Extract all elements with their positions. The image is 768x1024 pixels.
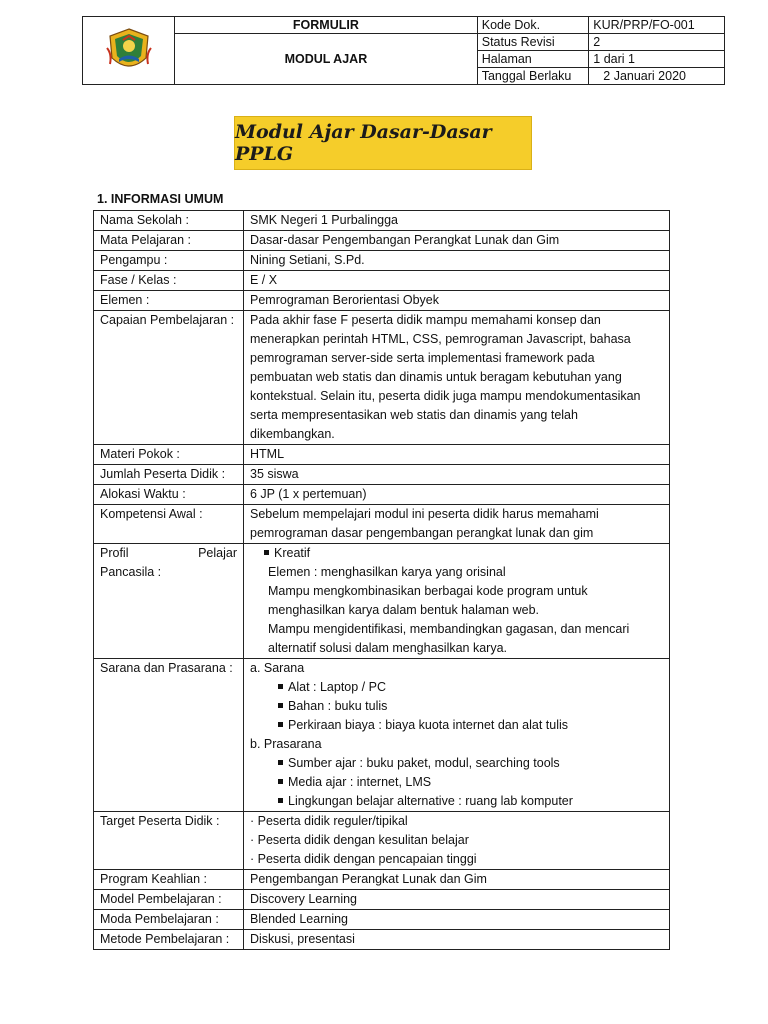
text-line: menghasilkan karya dalam bentuk halaman web.	[268, 603, 539, 617]
row-label: Sarana dan Prasarana :	[94, 659, 244, 812]
bullet-icon	[278, 760, 283, 765]
info-table	[93, 210, 670, 950]
table-row	[94, 231, 670, 251]
text-line: menerapkan perintah HTML, CSS, pemrograman Javascript, bahasa	[250, 332, 631, 346]
list-item: · Peserta didik dengan pencapaian tinggi	[250, 852, 477, 866]
text-line: kontekstual. Selain itu, peserta didik juga mampu mendokumentasikan	[250, 389, 641, 403]
text-line: pemrograman server-side serta implementasi framework pada	[250, 351, 595, 365]
logo-cell	[83, 17, 175, 85]
table-row	[94, 870, 670, 890]
row-label: Pengampu :	[94, 251, 244, 271]
text-line: Mampu mengkombinasikan berbagai kode program untuk	[268, 584, 588, 598]
header-value: 2 Januari 2020	[589, 68, 725, 85]
text-line: Sebelum mempelajari modul ini peserta didik harus memahami	[250, 507, 599, 521]
table-row	[94, 211, 670, 231]
row-label: Jumlah Peserta Didik :	[94, 465, 244, 485]
table-row	[94, 445, 670, 465]
text-line: Mampu mengidentifikasi, membandingkan gagasan, dan mencari	[268, 622, 630, 636]
list-item: · Peserta didik dengan kesulitan belajar	[250, 833, 469, 847]
text-line: pembuatan web statis dan dinamis untuk beragam kebutuhan yang	[250, 370, 622, 384]
row-value: Pemrograman Berorientasi Obyek	[244, 291, 670, 311]
row-label: Target Peserta Didik :	[94, 812, 244, 870]
bullet-icon	[278, 703, 283, 708]
row-label: Nama Sekolah :	[94, 211, 244, 231]
text-line: alternatif solusi dalam menghasilkan karya.	[268, 641, 508, 655]
table-row	[94, 659, 670, 812]
row-label: Metode Pembelajaran :	[94, 930, 244, 950]
form-label: FORMULIR	[175, 17, 478, 34]
bullet-text: Sumber ajar : buku paket, modul, searching tools	[288, 756, 560, 770]
header-value: 1 dari 1	[589, 51, 725, 68]
text-line: Elemen : menghasilkan karya yang orisinal	[268, 565, 506, 579]
row-value	[244, 544, 670, 659]
row-value: Nining Setiani, S.Pd.	[244, 251, 670, 271]
table-row	[94, 890, 670, 910]
row-value: E / X	[244, 271, 670, 291]
bullet-icon	[278, 798, 283, 803]
row-label: Materi Pokok :	[94, 445, 244, 465]
header-key: Halaman	[477, 51, 589, 68]
table-row	[94, 505, 670, 544]
row-value: Blended Learning	[244, 910, 670, 930]
label-part: Profil	[100, 546, 129, 560]
table-row	[94, 930, 670, 950]
table-row	[94, 465, 670, 485]
doc-title: MODUL AJAR	[175, 34, 478, 85]
label-part: Pelajar	[198, 546, 237, 560]
list-item: · Peserta didik reguler/tipikal	[250, 814, 408, 828]
row-value	[244, 812, 670, 870]
bullet-icon	[278, 779, 283, 784]
row-value: Pengembangan Perangkat Lunak dan Gim	[244, 870, 670, 890]
label-part: Pancasila :	[100, 565, 162, 579]
bullet-icon	[278, 722, 283, 727]
bullet-text: Lingkungan belajar alternative : ruang lab komputer	[288, 794, 573, 808]
bullet-text: Perkiraan biaya : biaya kuota internet dan alat tulis	[288, 718, 569, 732]
row-value: SMK Negeri 1 Purbalingga	[244, 211, 670, 231]
bullet-text: Alat : Laptop / PC	[288, 680, 386, 694]
form-header-table	[82, 16, 725, 85]
row-value: Dasar-dasar Pengembangan Perangkat Lunak dan Gim	[244, 231, 670, 251]
bullet-icon	[278, 684, 283, 689]
bullet-text: Kreatif	[274, 546, 311, 560]
row-value: 35 siswa	[244, 465, 670, 485]
bullet-icon	[264, 550, 269, 555]
table-row	[94, 812, 670, 870]
sub-heading: a. Sarana	[250, 661, 305, 675]
module-banner: Modul Ajar Dasar-Dasar PPLG	[234, 116, 532, 170]
text-line: pemrograman dasar pengembangan perangkat lunak dan gim	[250, 526, 594, 540]
table-row	[94, 311, 670, 445]
row-label: Elemen :	[94, 291, 244, 311]
row-value	[244, 311, 670, 445]
row-value: 6 JP (1 x pertemuan)	[244, 485, 670, 505]
header-key: Tanggal Berlaku	[477, 68, 589, 85]
row-value	[244, 659, 670, 812]
text-line: serta mempresentasikan web statis dan dinamis yang telah	[250, 408, 578, 422]
row-label: Kompetensi Awal :	[94, 505, 244, 544]
row-value	[244, 505, 670, 544]
row-label: Capaian Pembelajaran :	[94, 311, 244, 445]
table-row	[94, 544, 670, 659]
row-label: Mata Pelajaran :	[94, 231, 244, 251]
table-row	[94, 271, 670, 291]
row-label: Program Keahlian :	[94, 870, 244, 890]
bullet-text: Bahan : buku tulis	[288, 699, 388, 713]
row-label: Model Pembelajaran :	[94, 890, 244, 910]
bullet-text: Media ajar : internet, LMS	[288, 775, 432, 789]
header-key: Kode Dok.	[477, 17, 589, 34]
table-row	[94, 291, 670, 311]
text-line: Pada akhir fase F peserta didik mampu memahami konsep dan	[250, 313, 601, 327]
text-line: dikembangkan.	[250, 427, 335, 441]
section-title: 1. INFORMASI UMUM	[97, 192, 224, 206]
header-value: 2	[589, 34, 725, 51]
header-value: KUR/PRP/FO-001	[589, 17, 725, 34]
row-value: Diskusi, presentasi	[244, 930, 670, 950]
row-label	[94, 544, 244, 659]
header-key: Status Revisi	[477, 34, 589, 51]
row-value: Discovery Learning	[244, 890, 670, 910]
sub-heading: b. Prasarana	[250, 737, 322, 751]
row-label: Alokasi Waktu :	[94, 485, 244, 505]
row-value: HTML	[244, 445, 670, 465]
table-row	[94, 910, 670, 930]
table-row	[94, 251, 670, 271]
row-label: Moda Pembelajaran :	[94, 910, 244, 930]
provincial-emblem-icon	[104, 26, 154, 76]
table-row	[94, 485, 670, 505]
row-label: Fase / Kelas :	[94, 271, 244, 291]
